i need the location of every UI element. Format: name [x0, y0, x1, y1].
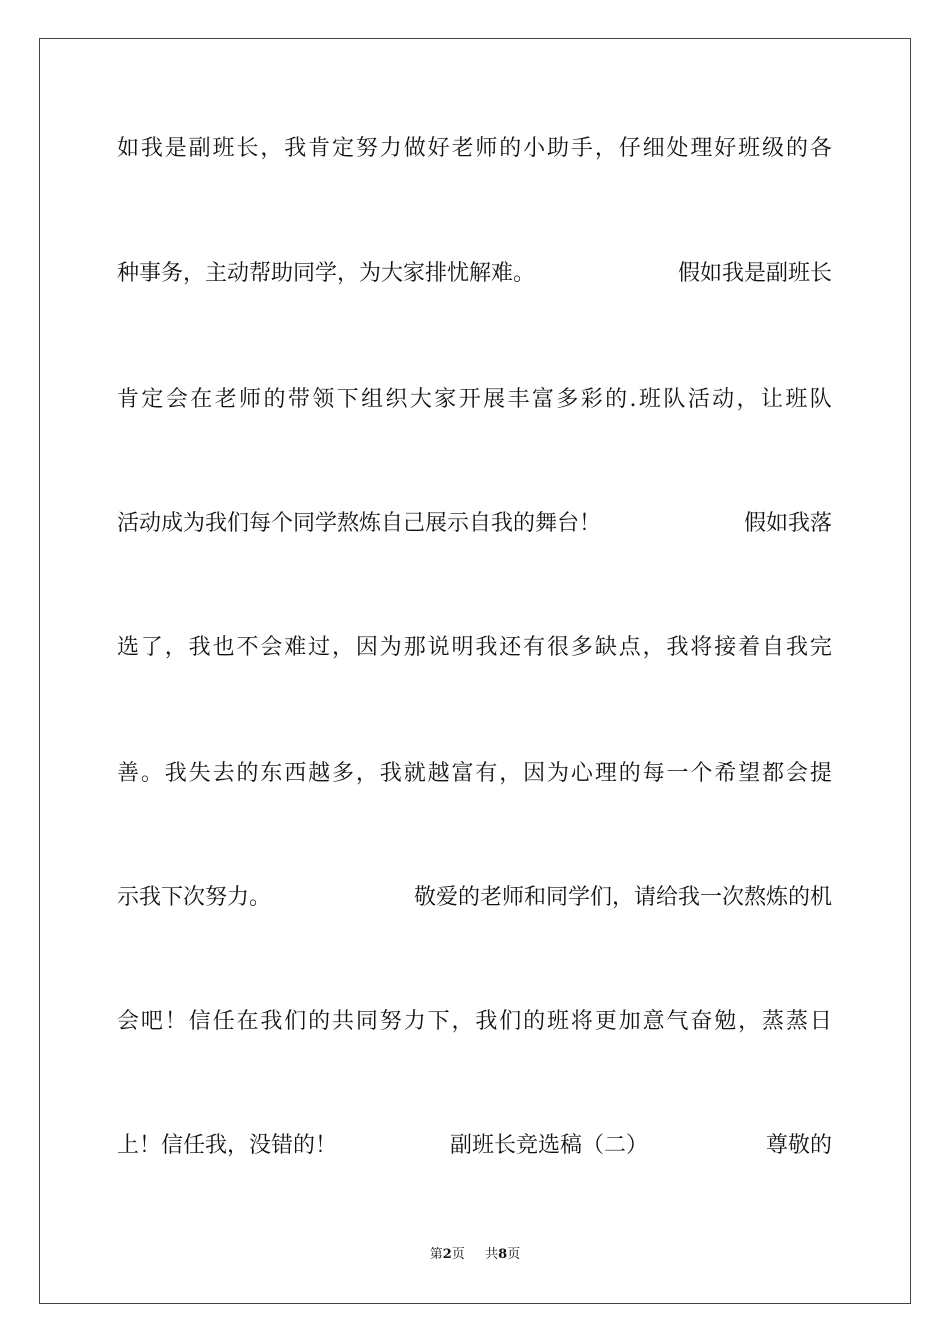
line-text-end: 尊敬的 [765, 1133, 832, 1158]
text-line-7 [117, 883, 832, 913]
text-line-5 [117, 633, 832, 663]
line-text: 善 。 我 失 去 的 东 西 越 多 ， 我 就 越 富 有 ， 因 为 心 理 的 每 一 个 希 望 都 会 提 [117, 761, 832, 786]
footer-page-suffix: 页 [451, 1247, 465, 1262]
line-text-end: 假如我落 [743, 511, 832, 536]
text-line-2 [117, 259, 832, 289]
line-text-start: 示我下次努力。 [117, 885, 272, 910]
line-text-start: 活动成为我们每个同学熬炼自己展示自我的舞台！ [117, 511, 602, 536]
footer-page-number: 2 [442, 1247, 452, 1262]
line-text-end: 假如我是副班长 [677, 261, 832, 286]
line-text-middle: 副班长竞选稿（二） [450, 1133, 649, 1158]
line-text: 选 了 ， 我 也 不 会 难 过 ， 因 为 那 说 明 我 还 有 很 多 缺 点 ， 我 将 接 着 自 我 完 [117, 635, 832, 660]
page-footer [0, 1246, 950, 1264]
line-text-start: 上！信任我，没错的！ [117, 1133, 338, 1158]
footer-page-prefix: 第 [429, 1247, 443, 1262]
line-text-end: 敬爱的老师和同学们，请给我一次熬炼的机 [413, 885, 832, 910]
footer-total-pages: 8 [498, 1247, 508, 1262]
line-text: 肯 定 会 在 老 师 的 带 领 下 组 织 大 家 开 展 丰 富 多 彩 的 . 班 队 活 动 ， 让 班 队 [117, 387, 832, 412]
text-line-4 [117, 509, 832, 539]
text-line-3 [117, 385, 832, 415]
footer-total-prefix: 共 [485, 1247, 499, 1262]
page-border [39, 38, 911, 1304]
text-line-8 [117, 1007, 832, 1037]
line-text: 会 吧 ！ 信 任 在 我 们 的 共 同 努 力 下 ， 我 们 的 班 将 更 加 意 气 奋 勉 ， 蒸 蒸 日 [117, 1009, 832, 1034]
line-text: 如 我 是 副 班 长 ， 我 肯 定 努 力 做 好 老 师 的 小 助 手 ， 仔 细 处 理 好 班 级 的 各 [117, 136, 832, 161]
text-line-6 [117, 759, 832, 789]
footer-total-suffix: 页 [507, 1247, 521, 1262]
text-line-9 [117, 1131, 832, 1161]
line-text-start: 种事务，主动帮助同学，为大家排忧解难。 [117, 261, 536, 286]
text-line-1 [117, 134, 832, 164]
